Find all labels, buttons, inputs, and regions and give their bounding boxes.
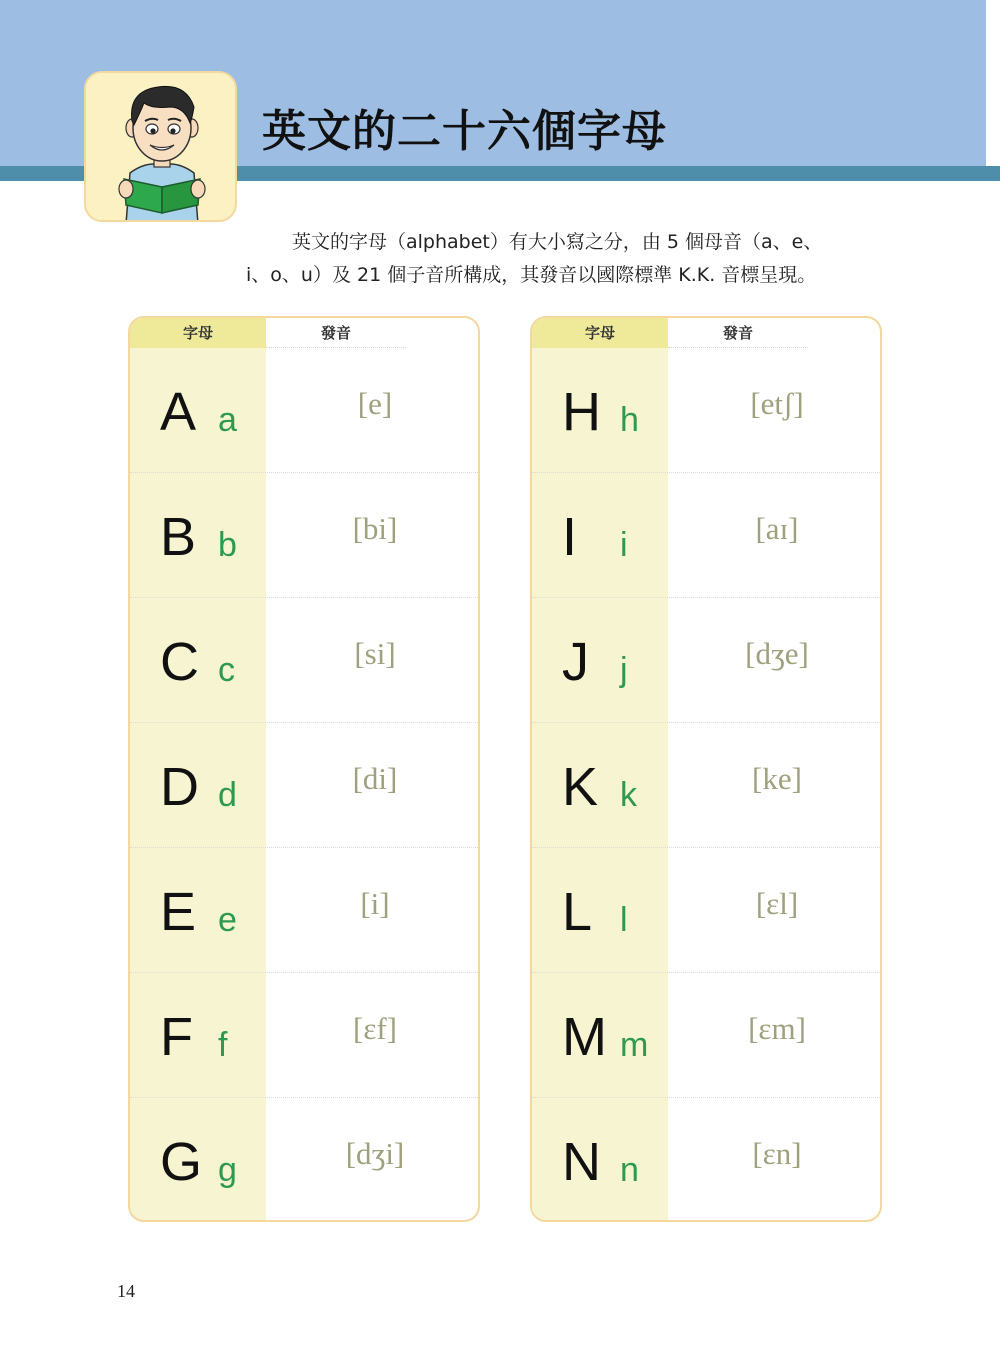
table-row (130, 973, 480, 1098)
column-header-sound: 發音 (668, 318, 808, 348)
table-row (532, 723, 882, 848)
phonetic-symbol: [ɛn] (752, 1136, 802, 1171)
table-row (532, 348, 882, 473)
phonetic-symbol: [bi] (352, 511, 398, 546)
lowercase-letter: c (218, 651, 235, 689)
uppercase-letter: J (562, 632, 589, 692)
uppercase-letter: D (160, 757, 199, 817)
table-row (130, 1098, 480, 1222)
table-row (532, 598, 882, 723)
table-row (532, 1098, 882, 1222)
boy-reading-book-illustration (84, 71, 237, 222)
page-number: 14 (117, 1281, 135, 1301)
table-row (532, 473, 882, 598)
phonetic-symbol: [dʒi] (345, 1136, 405, 1171)
uppercase-letter: L (562, 882, 593, 942)
uppercase-letter: K (562, 757, 599, 817)
phonetic-symbol: [dʒe] (745, 636, 809, 671)
lowercase-letter: a (218, 401, 237, 439)
phonetic-symbol: [di] (352, 761, 398, 796)
table-row (532, 973, 882, 1098)
table-row (130, 348, 480, 473)
phonetic-symbol: [etʃ] (750, 386, 804, 421)
lowercase-letter: n (620, 1151, 639, 1189)
phonetic-symbol: [ɛl] (755, 886, 799, 921)
page-title: 英文的二十六個字母 (262, 106, 667, 157)
uppercase-letter: F (160, 1007, 193, 1067)
phonetic-symbol: [ke] (752, 761, 802, 796)
table-row (130, 723, 480, 848)
phonetic-symbol: [ɛf] (353, 1011, 397, 1046)
intro-line-1: 英文的字母（alphabet）有大小寫之分，由 5 個母音（a、e、 (292, 231, 823, 253)
lowercase-letter: i (620, 526, 628, 564)
uppercase-letter: B (160, 507, 197, 567)
intro-paragraph (246, 226, 886, 292)
alphabet-table-a-to-g (128, 316, 480, 1222)
table-row (130, 848, 480, 973)
phonetic-symbol: [si] (354, 636, 396, 671)
phonetic-symbol: [e] (357, 386, 393, 421)
lowercase-letter: e (218, 901, 237, 939)
phonetic-symbol: [ɛm] (748, 1011, 806, 1046)
uppercase-letter: E (160, 882, 197, 942)
uppercase-letter: I (562, 507, 578, 567)
lowercase-letter: g (218, 1151, 237, 1189)
uppercase-letter: H (562, 382, 601, 442)
lowercase-letter: l (620, 901, 628, 939)
lowercase-letter: k (620, 776, 637, 814)
uppercase-letter: C (160, 632, 199, 692)
uppercase-letter: A (160, 382, 197, 442)
uppercase-letter: G (160, 1132, 203, 1192)
lowercase-letter: j (620, 651, 628, 689)
table-row (130, 473, 480, 598)
column-header-letter: 字母 (130, 318, 266, 348)
uppercase-letter: M (562, 1007, 607, 1067)
intro-line-2: i、o、u）及 21 個子音所構成，其發音以國際標準 K.K. 音標呈現。 (246, 264, 817, 286)
lowercase-letter: m (620, 1026, 649, 1064)
boy-reading-icon (86, 73, 237, 222)
alphabet-table-h-to-n (530, 316, 882, 1222)
lowercase-letter: f (218, 1026, 228, 1064)
lowercase-letter: h (620, 401, 639, 439)
lowercase-letter: d (218, 776, 237, 814)
column-header-sound: 發音 (266, 318, 406, 348)
table-row (130, 598, 480, 723)
phonetic-symbol: [aɪ] (755, 511, 799, 546)
table-row (532, 848, 882, 973)
uppercase-letter: N (562, 1132, 601, 1192)
column-header-letter: 字母 (532, 318, 668, 348)
phonetic-symbol: [i] (360, 886, 390, 921)
lowercase-letter: b (218, 526, 237, 564)
